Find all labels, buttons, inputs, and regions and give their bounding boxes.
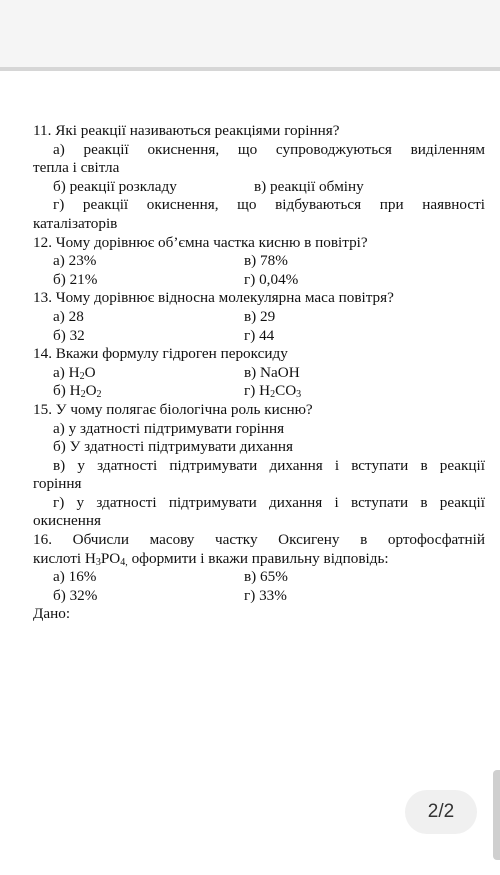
question-13-row-2	[33, 327, 485, 346]
question-15-option-g-line1: г) у здатності підтримувати дихання і вступати в реакції	[53, 493, 485, 511]
question-15-option-g-line2: окиснення	[33, 512, 101, 530]
question-11-option-g-line1: г) реакції окиснення, що відбуваються при наявності	[53, 196, 485, 214]
toolbar-divider	[0, 67, 500, 71]
question-11-option-a-line2: тепла і світла	[33, 159, 120, 177]
question-16-option-a: а) 16%	[53, 568, 97, 586]
question-12-option-g: г) 0,04%	[244, 270, 299, 288]
question-14-option-v: в) NaOH	[244, 363, 300, 381]
question-11-option-b: б) реакції розкладу	[53, 177, 177, 195]
question-11-options-b-v	[33, 178, 485, 197]
question-13-option-b: б) 32	[53, 326, 85, 344]
question-13-row-1	[33, 308, 485, 327]
question-12-row-2	[33, 271, 485, 290]
question-11-option-a-line1: а) реакції окиснення, що супроводжуються виділенням	[53, 140, 485, 158]
question-16-option-g: г) 33%	[244, 586, 287, 604]
question-14-row-1	[33, 364, 485, 383]
page-indicator-label: 2/2	[427, 801, 455, 822]
question-16-row-1	[33, 568, 485, 587]
question-12-row-1	[33, 252, 485, 271]
question-16-title-line2: кислоті $H_3PO_{4,}$ оформити і вкажи правильну відповідь:	[33, 549, 389, 568]
question-16-title-line1: 16. Обчисли масову частку Оксигену в ортофосфатній	[33, 531, 485, 549]
scrollbar-handle[interactable]	[493, 770, 500, 860]
question-14-option-g: г) $H_2CO_3$	[244, 382, 302, 401]
question-14-row-2	[33, 382, 485, 401]
question-16-option-b: б) 32%	[53, 586, 98, 604]
given-label: Дано:	[33, 605, 71, 623]
question-12-option-v: в) 78%	[244, 252, 288, 270]
question-15-title: 15. У чому полягає біологічна роль кисню?	[33, 400, 313, 418]
question-12-title: 12. Чому дорівнює об’ємна частка кисню в повітрі?	[33, 233, 368, 251]
question-15-option-v-line1: в) у здатності підтримувати дихання і вступати в реакції	[53, 456, 485, 474]
question-14-option-b: б) $H_2O_2$	[53, 382, 102, 401]
question-14-title: 14. Вкажи формулу гідроген пероксиду	[33, 345, 288, 363]
question-15-option-a: а) у здатності підтримувати горіння	[53, 419, 285, 437]
question-14-option-a: а) $H_2O$	[53, 363, 96, 382]
question-11-title: 11. Які реакції називаються реакціями горіння?	[33, 122, 340, 139]
viewer-toolbar	[0, 0, 500, 67]
question-15-option-b: б) У здатності підтримувати дихання	[53, 438, 293, 456]
question-12-option-b: б) 21%	[53, 270, 98, 288]
question-12-option-a: а) 23%	[53, 252, 97, 270]
question-11-option-g-line2: каталізаторів	[33, 214, 118, 232]
page-indicator[interactable]	[405, 790, 477, 834]
question-13-option-v: в) 29	[244, 307, 276, 325]
question-15-option-v-line2: горіння	[33, 475, 82, 493]
question-11-option-v: в) реакції обміну	[254, 177, 364, 195]
question-13-option-a: а) 28	[53, 307, 84, 325]
question-16-option-v: в) 65%	[244, 568, 288, 586]
document-page	[33, 122, 485, 624]
question-16-row-2	[33, 587, 485, 606]
question-13-title: 13. Чому дорівнює відносна молекулярна маса повітря?	[33, 289, 394, 307]
question-13-option-g: г) 44	[244, 326, 275, 344]
